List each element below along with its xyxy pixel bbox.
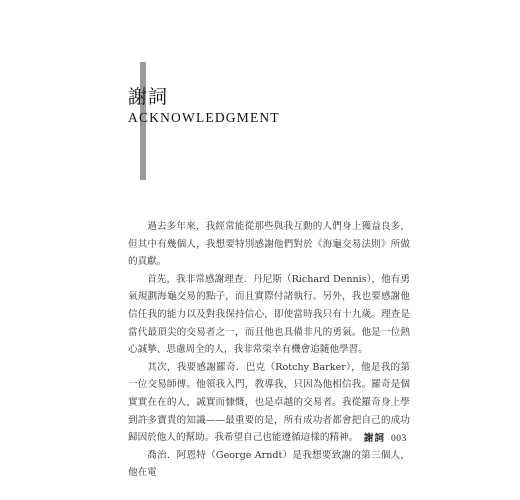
page-number: 003 [391, 434, 407, 444]
page-title: 謝詞 [128, 86, 169, 108]
paragraph: 首先，我非常感謝理查．丹尼斯（Richard Dennis），他有勇氣規劃海龜交易的點子，而且實際付諸執行。另外，我也要感謝他信任我的能力以及對我保持信心，即使當時我只有十九歲。理查是當代最頂尖的交易者之一，而且他也具備非凡的勇氣。他是一位熱心誠摯、思慮周全的人，我非常榮幸有機會追隨他學習。 [128, 273, 410, 356]
paragraph: 過去多年來，我經常能從那些與我互動的人們身上獲益良多，但其中有幾個人，我想要特別感謝他們對於《海龜交易法則》所做的貢獻。 [128, 221, 410, 268]
paragraph: 喬治．阿恩特（George Arndt）是我想要致謝的第三個人，他在電 [128, 449, 410, 479]
paragraph: 其次，我要感謝羅奇．巴克（Rotchy Barker），他是我的第一位交易師傅。他領我入門，教導我，只因為他相信我。羅奇是個實實在在的人，誠實而慷慨，也是卓越的交易者。我從羅奇身上學到許多寶貴的知識——最重要的是，所有成功者都會把自己的成功歸因於他人的幫助。我希望自己也能遵循這樣的精神。 [128, 361, 410, 444]
page-footer [364, 430, 407, 444]
footer-section-title: 謝詞 [364, 433, 386, 444]
page-subtitle: ACKNOWLEDGMENT [128, 110, 280, 125]
